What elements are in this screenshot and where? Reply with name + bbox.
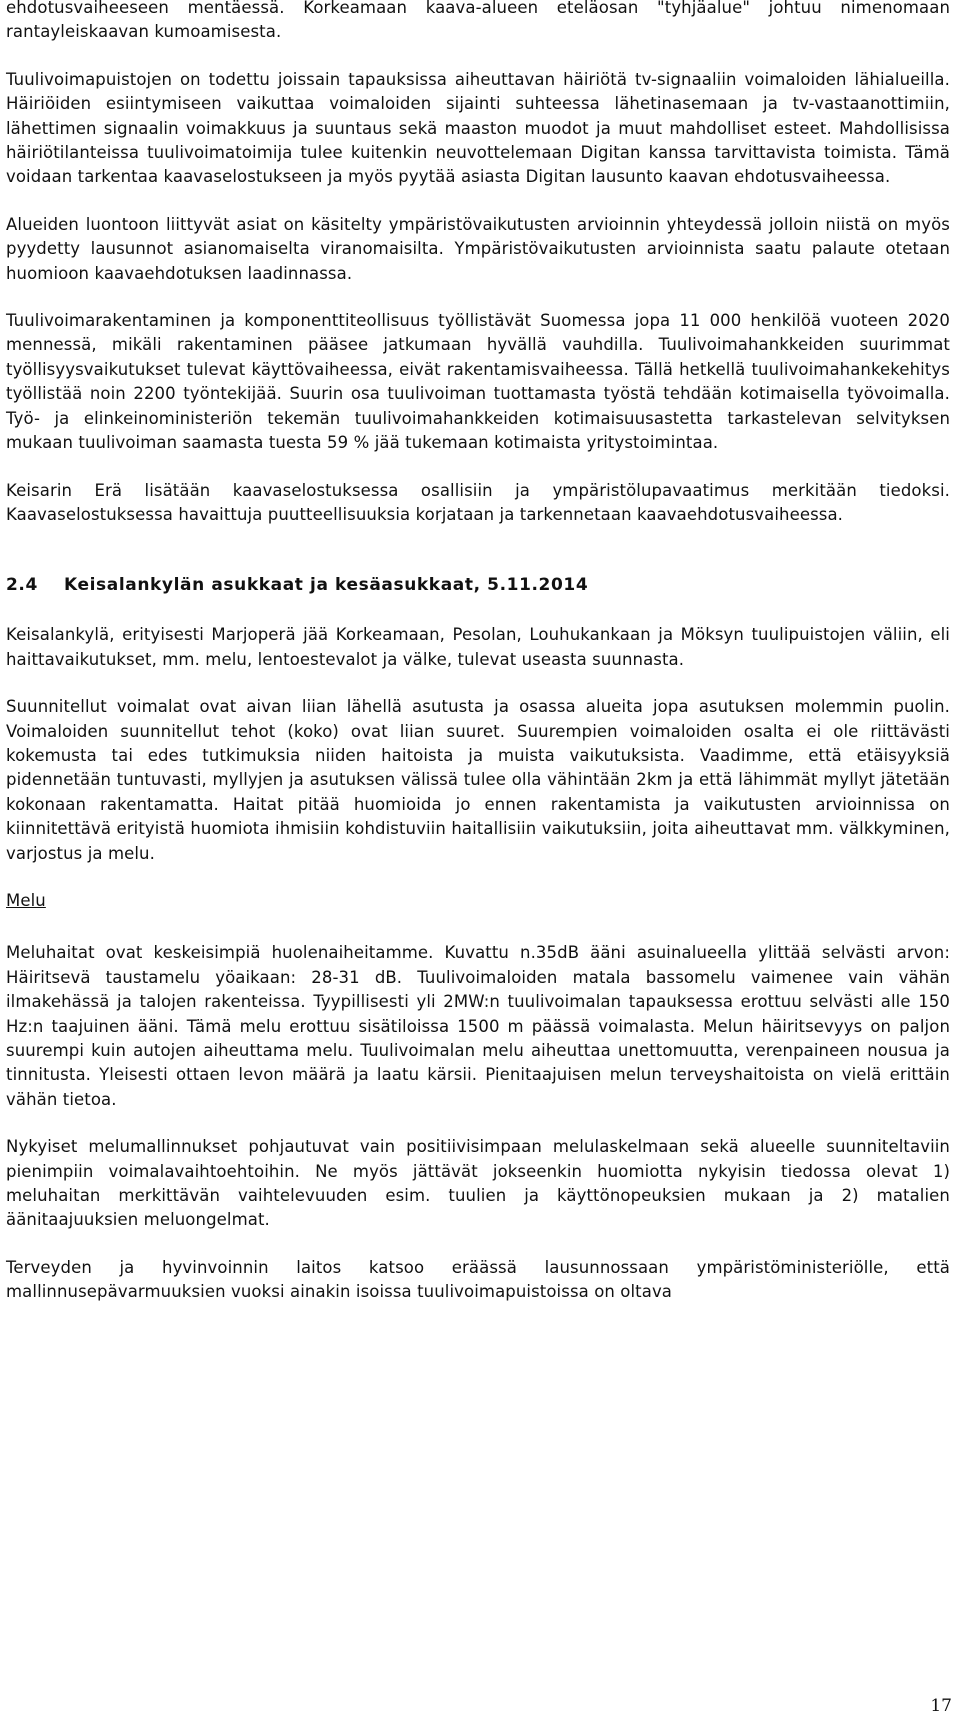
paragraph: Terveyden ja hyvinvoinnin laitos katsoo eräässä lausunnossaan ympäristöministeriölle, että mallinnusepävarmuuksien vuoksi ainakin isoissa tuulivoimapuistoissa on oltava (6, 1257, 950, 1302)
paragraph: ehdotusvaiheeseen mentäessä. Korkeamaan kaava-alueen eteläosan "tyhjäalue" johtuu nimenomaan rantayleiskaavan kumoamisesta. (6, 0, 950, 42)
section-heading (6, 573, 950, 597)
section-title: Keisalankylän asukkaat ja kesäasukkaat, 5.11.2014 (64, 575, 589, 596)
paragraph: Keisalankylä, erityisesti Marjoperä jää Korkeamaan, Pesolan, Louhukankaan ja Möksyn tuulipuistojen väliin, eli haittavaikutukset, mm. melu, lentoestevalot ja välke, tulevat useasta suunnasta. (6, 625, 950, 669)
paragraph: Alueiden luontoon liittyvät asiat on käsitelty ympäristövaikutusten arvioinnin yhteydessä jolloin niistä on myös pyydetty lausunnot asianomaiselta viranomaisilta. Ympäristövaikutusten arvioinnista saatu palaute otetaan huomioon kaavaehdotuksen laadinnassa. (6, 214, 950, 283)
paragraph: Tuulivoimarakentaminen ja komponenttiteollisuus työllistävät Suomessa jopa 11 000 henkilöä vuoteen 2020 mennessä, mikäli rakentaminen pääsee jatkumaan hyvällä vauhdilla. Tuulivoimahankkeiden suurimmat työllisyysvaikutukset tulevat käyttövaiheessa, eivät rakentamisvaiheessa. Tällä hetkellä tuulivoimahankekehitys työllistää noin 2200 työntekijää. Suurin osa tuulivoiman tuottamasta työstä tehdään kotimaisella työvoimalla. Työ- ja elinkeinoministeriön tekemän tuulivoimahankkeiden kotimaisuusastetta tarkastelevan selvityksen mukaan tuulivoiman saamasta tuesta 59 % jää tukemaan kotimaista yritystoimintaa. (6, 311, 950, 453)
paragraph: Keisarin Erä lisätään kaavaselostuksessa osallisiin ja ympäristölupavaatimus merkitään tiedoksi. Kaavaselostuksessa havaittuja puutteellisuuksia korjataan ja tarkennetaan kaavaehdotusvaiheessa. (6, 480, 950, 524)
section-number: 2.4 (6, 575, 38, 596)
page-number: 17 (930, 1696, 952, 1716)
paragraph: Suunnitellut voimalat ovat aivan liian lähellä asutusta ja osassa alueita jopa asutuksen molemmin puolin. Voimaloiden suunnitellut tehot (koko) ovat liian suuret. Suurempien voimaloiden osalta ei ole riittävästi kokemusta tai edes tutkimuksia niiden haitoista ja muista vaikutuksista. Vaadimme, että etäisyyksiä pidennetään tuntuvasti, myllyjen ja asutuksen välissä tulee olla vähintään 2km ja että lähimmät myllyt jätetään kokonaan rakentamatta. Haitat pitää huomioida jo ennen rakentamista ja vaikutusten arvioinnissa on kiinnitettävä erityistä huomiota ihmisiin kohdistuviin haitallisiin vaikutuksiin, joita aiheuttavat mm. välkkyminen, varjostus ja melu. (6, 697, 950, 863)
subheading-melu: Melu (6, 890, 46, 910)
document-body (6, 0, 950, 1328)
paragraph: Nykyiset melumallinnukset pohjautuvat vain positiivisimpaan melulaskelmaan sekä alueelle suunniteltaviin pienimpiin voimalavaihtoehtoihin. Ne myös jättävät jokseenkin huomiotta nykyisin tiedossa olevat 1) meluhaitan merkittävän vaihtelevuuden esim. tuulien ja käyttönopeuksien mukaan ja 2) matalien äänitaajuuksien meluongelmat. (6, 1137, 950, 1230)
paragraph: Meluhaitat ovat keskeisimpiä huolenaiheitamme. Kuvattu n.35dB ääni asuinalueella ylittää selvästi arvon: Häiritsevä taustamelu yöaikaan: 28-31 dB. Tuulivoimaloiden matala bassomelu vaimenee vain vähän ilmakehässä ja talojen rakenteissa. Tyypillisesti yli 2MW:n tuulivoimalan tapauksessa erottuu selvästi alle 150 Hz:n taajuinen ääni. Tämä melu erottuu sisätiloissa 1500 m päässä voimalasta. Melun häiritsevyys on paljon suurempi kuin autojen aiheuttama melu. Tuulivoimalan melu aiheuttaa unettomuutta, verenpaineen nousua ja tinnitusta. Yleisesti ottaen levon määrä ja laatu kärsii. Pienitaajuisen melun terveyshaitoista on vielä erittäin vähän tietoa. (6, 943, 950, 1109)
paragraph: Tuulivoimapuistojen on todettu joissain tapauksissa aiheuttavan häiriötä tv-signaaliin voimaloiden lähialueilla. Häiriöiden esiintymiseen vaikuttaa voimaloiden sijainti suhteessa lähetinasemaan ja tv-vastaanottimiin, lähettimen signaalin voimakkuus ja suuntaus sekä maaston muodot ja muut mahdolliset esteet. Mahdollisissa häiriötilanteissa tuulivoimatoimija tulee kuitenkin neuvottelemaan Digitan kanssa tarvittavista toimista. Tämä voidaan tarkentaa kaavaselostukseen ja myös pyytää asiasta Digitan lausunto kaavan ehdotusvaiheessa. (6, 69, 950, 187)
